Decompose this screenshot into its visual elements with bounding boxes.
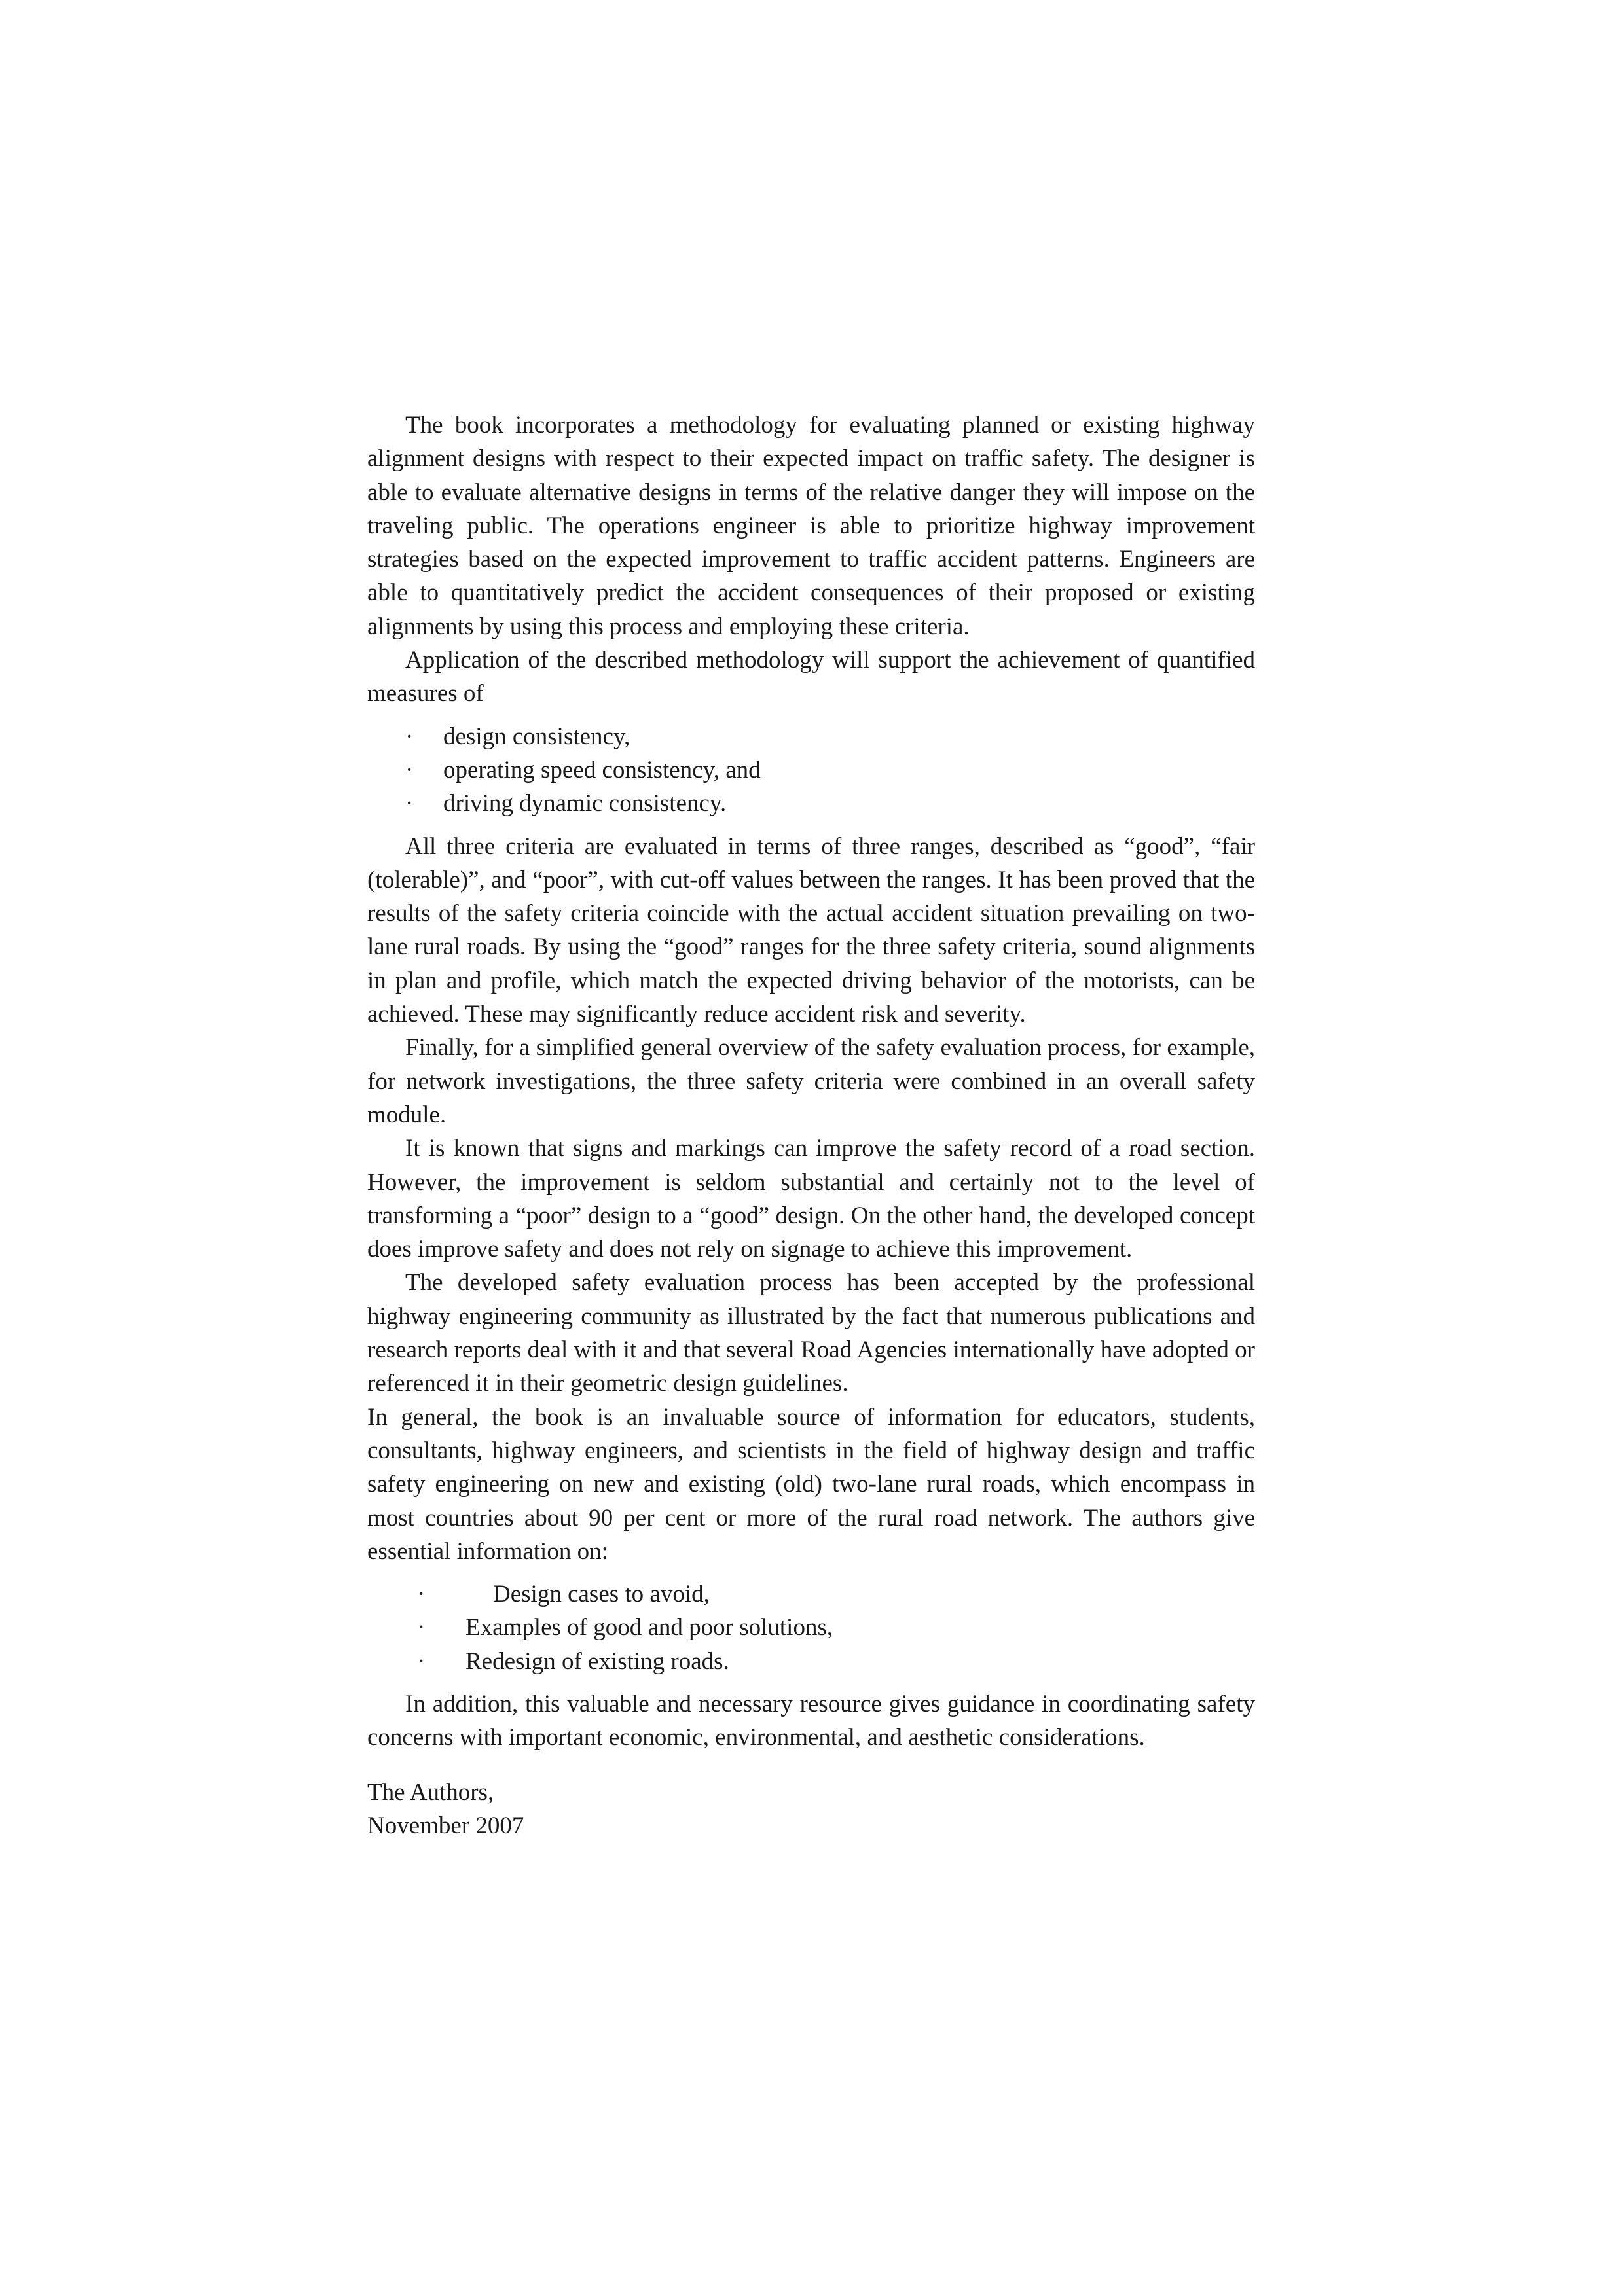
- list-item-text: driving dynamic consistency.: [443, 790, 727, 817]
- bullet-icon: ·: [417, 1647, 426, 1675]
- bullet-icon: ·: [405, 756, 414, 783]
- paragraph-methodology: The book incorporates a methodology for evaluating planned or existing highway alignment designs with respect to their expected impact on traffic safety. The designer is able to evaluate alternative designs in terms of the relative danger they will impose on the traveling public. The operations engineer is able to prioritize highway improvement strategies based on the expected improvement to traffic accident patterns. Engineers are able to quantitatively predict the accident consequences of their proposed or existing alignments by using this process and employing these criteria.: [367, 412, 1255, 640]
- list-item-text: Design cases to avoid,: [493, 1581, 710, 1608]
- paragraph-signs-markings: It is known that signs and markings can improve the safety record of a road section. However, the improvement is seldom substantial and certainly not to the level of transforming a “poor” design to a “good” design. On the other hand, the developed concept does improve safety and does not rely on signage to achieve this improvement.: [367, 1135, 1255, 1263]
- list-item: [367, 787, 1255, 820]
- list-item: [367, 1577, 1255, 1611]
- essential-information-list: [367, 1577, 1255, 1678]
- signature-date: November 2007: [367, 1812, 524, 1839]
- bullet-icon: ·: [405, 790, 414, 817]
- paragraph-in-general: In general, the book is an invaluable source of information for educators, students, consultants, highway engineers, and scientists in the field of highway design and traffic safety engineering on new and existing (old) two-lane rural roads, which encompass in most countries about 90 per cent or more of the rural road network. The authors give essential information on:: [367, 1403, 1255, 1565]
- bullet-icon: ·: [405, 723, 414, 750]
- preface-text: [367, 408, 1255, 1842]
- paragraph-accepted-process: The developed safety evaluation process has been accepted by the professional highway engineering community as illustrated by the fact that numerous publications and research reports deal with it and that several Road Agencies internationally have adopted or referenced it in their geometric design guidelines.: [367, 1269, 1255, 1397]
- paragraph-safety-module: Finally, for a simplified general overview of the safety evaluation process, for example, for network investigations, the three safety criteria were combined in an overall safety module.: [367, 1034, 1255, 1128]
- list-item-text: Examples of good and poor solutions,: [465, 1614, 833, 1641]
- list-item: [367, 1611, 1255, 1644]
- list-item-text: design consistency,: [443, 723, 630, 750]
- consistency-measures-list: [367, 720, 1255, 821]
- paragraph-closing: In addition, this valuable and necessary resource gives guidance in coordinating safety concerns with important economic, environmental, and aesthetic considerations.: [367, 1690, 1255, 1751]
- bullet-icon: ·: [417, 1614, 426, 1641]
- list-item-text: operating speed consistency, and: [443, 756, 761, 783]
- paragraph-criteria-ranges: All three criteria are evaluated in terms of three ranges, described as “good”, “fair (tolerable)”, and “poor”, with cut-off values between the ranges. It has been proved that the results of the safety criteria coincide with the actual accident situation prevailing on two-lane rural roads. By using the “good” ranges for the three safety criteria, sound alignments in plan and profile, which match the expected driving behavior of the motorists, can be achieved. These may significantly reduce accident risk and severity.: [367, 833, 1255, 1028]
- signature-authors: The Authors,: [367, 1778, 494, 1806]
- list-item-text: Redesign of existing roads.: [465, 1647, 729, 1675]
- signature-spacer: [367, 1755, 1255, 1776]
- bullet-icon: ·: [417, 1581, 426, 1608]
- list-item: [367, 753, 1255, 787]
- list-item: [367, 720, 1255, 753]
- list-item: [367, 1645, 1255, 1678]
- paragraph-application: Application of the described methodology will support the achievement of quantified measures of: [367, 647, 1255, 708]
